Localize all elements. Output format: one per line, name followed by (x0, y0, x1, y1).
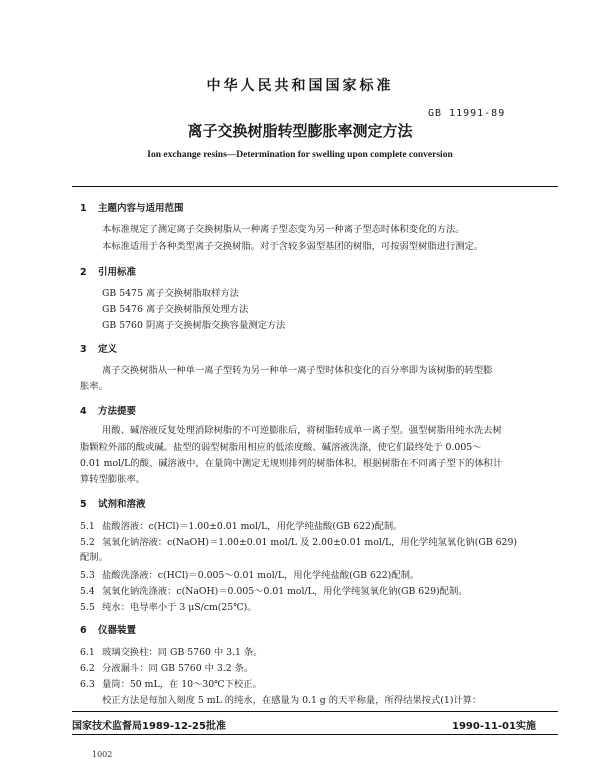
reference-title: 离子交换树脂预处理方法 (146, 304, 249, 315)
item-number: 6.3 (80, 679, 95, 690)
section-title: 方法提要 (98, 406, 137, 417)
document-title-en: Ion exchange resins—Determination for swelling upon complete conversion (147, 150, 453, 160)
section-2-heading (80, 264, 136, 278)
reference-code: GB 5475 (102, 288, 143, 299)
section-5-heading (80, 496, 146, 510)
item-number: 5.2 (80, 537, 95, 548)
item-text: 纯水：电导率小于 3 μS/cm(25℃)。 (102, 602, 257, 613)
reference-item (102, 301, 248, 315)
standard-code: GB 11991-89 (428, 108, 506, 119)
footer-bottom-divider (72, 734, 558, 735)
item-text: 氢氧化钠洗涤液：c(NaOH)＝0.005～0.01 mol/L，用化学纯氢氧化钠(GB 629)配制。 (102, 586, 468, 597)
reference-title: 离子交换树脂取样方法 (146, 288, 239, 299)
reference-code: GB 5760 (102, 320, 143, 331)
item-text: 分液漏斗：同 GB 5760 中 3.2 条。 (102, 663, 254, 674)
section-number: 2 (80, 267, 87, 278)
paragraph-line: 用酸、碱溶液反复处理消除树脂的不可逆膨胀后，将树脂转成单一离子型。强型树脂用纯水洗去树 (102, 425, 502, 436)
section-4-heading (80, 403, 136, 417)
section-title: 试剂和溶液 (98, 499, 146, 510)
item-text: 盐酸溶液：c(HCl)＝1.00±0.01 mol/L，用化学纯盐酸(GB 622)配制。 (102, 521, 403, 532)
paragraph-line: 校正方法是每加入刻度 5 mL 的纯水，在感量为 0.1 g 的天平称量，所得结果按式(1)计算： (102, 695, 482, 706)
section-number: 4 (80, 406, 87, 417)
paragraph-line: 离子交换树脂从一种单一离子型转为另一种单一离子型时体积变化的百分率即为该树脂的转型膨 (102, 365, 493, 376)
item-text: 量筒：50 mL，在 10～30℃下校正。 (102, 679, 262, 690)
paragraph-line: 算转型膨胀率。 (80, 474, 146, 485)
list-item (80, 644, 262, 658)
list-item (80, 567, 419, 581)
paragraph-line: 本标准适用于各种类型离子交换树脂。对于含较多弱型基团的树脂，可按弱型树脂进行测定。 (102, 241, 484, 252)
document-title-cn: 离子交换树脂转型膨胀率测定方法 (187, 122, 413, 140)
section-number: 1 (80, 203, 87, 214)
section-title: 仪器装置 (98, 625, 137, 636)
implementation-date: 1990-11-01实施 (452, 721, 536, 732)
item-number: 5.4 (80, 586, 95, 597)
reference-code: GB 5476 (102, 304, 143, 315)
paragraph-line: 胀率。 (80, 381, 108, 392)
section-title: 主题内容与适用范围 (98, 203, 184, 214)
paragraph-line: 脂颗粒外部的酸或碱。盐型的弱型树脂用相应的低浓度酸、碱溶液洗涤，使它们最终处于 0.005～ (80, 442, 482, 453)
list-item (80, 583, 468, 597)
section-6-heading (80, 622, 136, 636)
section-title: 引用标准 (98, 267, 137, 278)
page-number: 1002 (92, 750, 113, 759)
item-number: 6.2 (80, 663, 95, 674)
reference-item (102, 285, 239, 299)
item-number: 5.3 (80, 570, 95, 581)
item-number: 6.1 (80, 647, 95, 658)
section-title: 定义 (98, 344, 118, 355)
approval-line: 国家技术监督局1989-12-25批准 (72, 721, 226, 732)
paragraph-line: 本标准规定了测定离子交换树脂从一种离子型态变为另一种离子型态时体积变化的方法。 (102, 224, 465, 235)
item-number: 5.1 (80, 521, 95, 532)
document-header: 中华人民共和国国家标准 (206, 78, 394, 94)
item-number: 5.5 (80, 602, 95, 613)
list-item (80, 518, 402, 532)
item-text: 玻璃交换柱：同 GB 5760 中 3.1 条。 (102, 647, 263, 658)
list-item (80, 599, 257, 613)
list-item-continuation: 配制。 (80, 552, 108, 563)
list-item (80, 676, 262, 690)
item-text: 氢氧化钠溶液：c(NaOH)＝1.00±0.01 mol/L 及 2.00±0.01 mol/L，用化学纯氢氧化钠(GB 629) (102, 537, 518, 548)
footer-divider (72, 711, 558, 712)
section-number: 3 (80, 344, 87, 355)
section-number: 5 (80, 499, 87, 510)
reference-item (102, 317, 285, 331)
section-number: 6 (80, 625, 87, 636)
top-divider (72, 186, 558, 187)
list-item (80, 660, 253, 674)
paragraph-line: 0.01 mol/L的酸、碱溶液中，在量筒中测定无规则排列的树脂体积，根据树脂在不同离子型下的体积计 (80, 458, 503, 469)
section-1-heading (80, 200, 184, 214)
item-text: 盐酸洗涤液：c(HCl)＝0.005～0.01 mol/L，用化学纯盐酸(GB 622)配制。 (102, 570, 420, 581)
reference-title: 阴离子交换树脂交换容量测定方法 (146, 320, 286, 331)
list-item (80, 534, 517, 548)
section-3-heading (80, 341, 117, 355)
